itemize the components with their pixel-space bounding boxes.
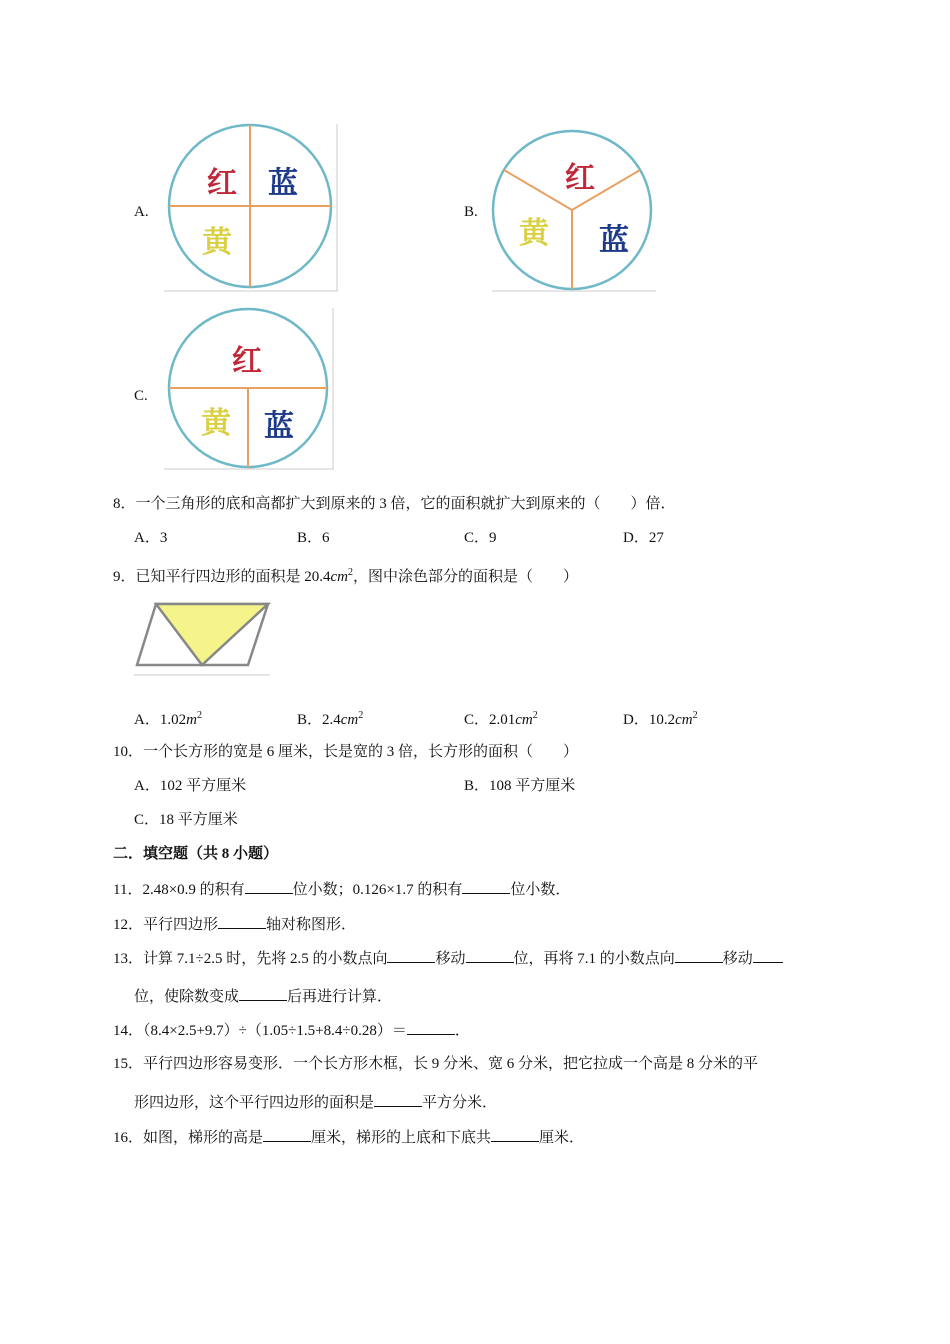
q9-option-a: A．$1.02m^2$ [134,710,202,728]
q14: 14．（8.4×2.5+9.7）÷（1.05÷1.5+8.4÷0.28）＝ ． [113,1019,470,1041]
q9-option-b: B．$2.4cm^2$ [297,710,364,728]
answer-blank[interactable] [387,947,435,963]
q12: 12．平行四边形 轴对称图形． [113,913,356,935]
sector-yellow-label: 黄 [202,225,232,260]
q15-line-2: 形四边形，这个平行四边形的面积是 平方分米． [134,1091,497,1113]
q8-option-b: B．6 [297,530,330,546]
answer-blank[interactable] [462,878,510,894]
answer-blank[interactable] [675,947,723,963]
q7-option-c-figure [162,306,336,472]
q16: 16．如图，梯形的高是 厘米，梯形的上底和下底共 厘米． [113,1126,584,1148]
q11: 11．2.48×0.9 的积有 位小数；0.126×1.7 的积有 位小数． [113,878,570,900]
q7-option-a-figure [162,122,340,294]
sector-yellow-label: 黄 [201,406,231,441]
answer-blank[interactable] [239,985,287,1001]
sector-yellow-label: 黄 [519,216,549,251]
q15-line-1: 15．平行四边形容易变形．一个长方形木框，长 9 分米、宽 6 分米，把它拉成一个高是 8 分米的平 [113,1056,759,1072]
sector-blue-label: 蓝 [264,409,294,444]
q7-option-a-label: A. [134,204,149,220]
q9-option-c: C．$2.01cm^2$ [464,710,538,728]
q8-option-a: A．3 [134,530,168,546]
q9-option-d: D．$10.2cm^2$ [623,710,698,728]
answer-blank[interactable] [491,1126,539,1142]
answer-blank[interactable] [753,947,783,963]
sector-red-label: 红 [565,161,595,196]
sector-red-label: 红 [207,166,237,201]
q13-line-1: 13．计算 7.1÷2.5 时，先将 2.5 的小数点向 移动 位，再将 7.1 的小数点向 移动 [113,947,783,969]
q9-stem: 9．已知平行四边形的面积是 $20.4cm^2$，图中涂色部分的面积是（ ） [113,567,579,585]
q10-option-c: C．18 平方厘米 [134,812,238,828]
sector-blue-label: 蓝 [599,223,629,258]
answer-blank[interactable] [407,1019,455,1035]
q10-option-a: A．102 平方厘米 [134,778,247,794]
q8-stem: 8．一个三角形的底和高都扩大到原来的 3 倍，它的面积就扩大到原来的（ ）倍． [113,496,676,512]
answer-blank[interactable] [263,1126,311,1142]
answer-blank[interactable] [374,1091,422,1107]
q7-option-c-label: C. [134,388,148,404]
q10-stem: 10．一个长方形的宽是 6 厘米，长是宽的 3 倍，长方形的面积（ ） [113,744,579,760]
q13-line-2: 位，使除数变成 后再进行计算． [134,985,392,1007]
divider-line [504,170,572,210]
q7-option-b-label: B. [464,204,478,220]
section-title: 二．填空题（共 8 小题） [113,846,279,862]
sector-red-label: 红 [232,344,262,379]
q9-parallelogram-figure [134,600,272,678]
q8-option-c: C．9 [464,530,497,546]
sector-blue-label: 蓝 [268,166,298,201]
answer-blank[interactable] [466,947,514,963]
answer-blank[interactable] [245,878,293,894]
q10-option-b: B．108 平方厘米 [464,778,576,794]
q8-option-d: D．27 [623,530,664,546]
answer-blank[interactable] [218,913,266,929]
